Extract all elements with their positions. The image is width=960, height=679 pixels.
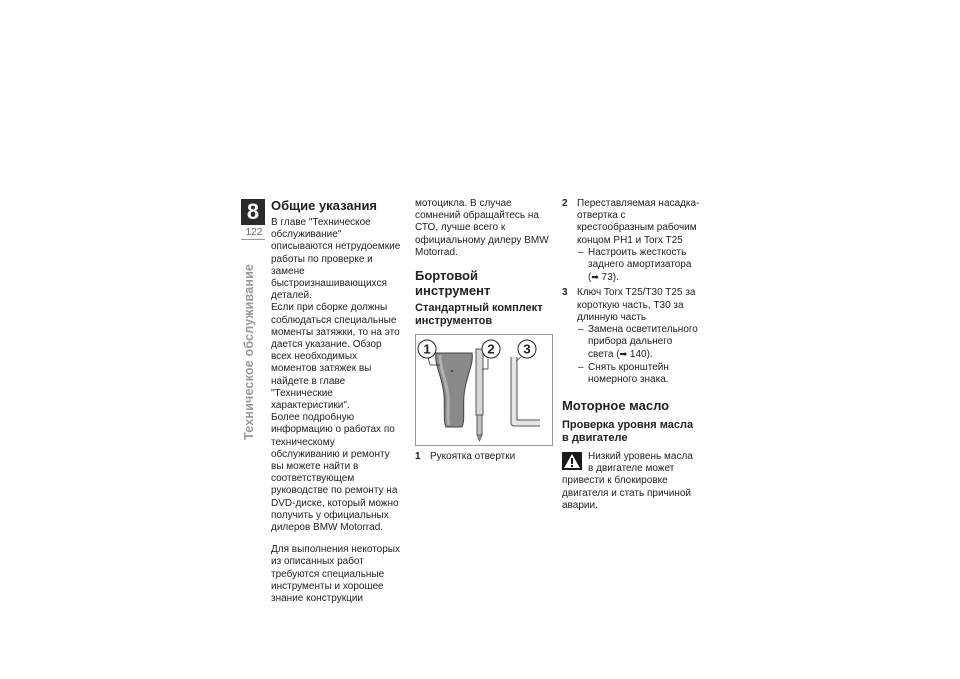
tool-item-2	[562, 198, 700, 247]
tool-item-3-usage-1-text: Замена осветительного прибора дальнего света	[588, 324, 698, 361]
paragraph-intro: В главе "Техническое обслуживание" описываются нетрудоемкие работы по проверке и замене быстроизнашивающихся деталей.	[271, 217, 401, 302]
figure-label-2: 2	[487, 341, 495, 357]
dash-marker: –	[578, 246, 584, 258]
page-ref-arrow-icon: ➡	[619, 349, 628, 360]
page-ref-73[interactable]: 73	[601, 272, 613, 284]
tool-item-3-usage-2-text: Снять кронштейн номерного знака.	[588, 361, 669, 385]
toolkit-illustration	[416, 335, 552, 445]
subheading-oil-level-check: Проверка уровня масла в двигателе	[562, 419, 694, 445]
tool-item-3-number: 3	[562, 287, 568, 299]
warning-text: Низкий уровень масла в двигателе может привести к блокировке двигателя и стать причиной аварии.	[562, 451, 693, 511]
heading-general-notes: Общие указания	[271, 198, 378, 213]
column-2	[415, 198, 553, 463]
tool-item-3-usage-2	[578, 362, 700, 386]
dash-marker: –	[578, 361, 584, 373]
subheading-standard-toolkit: Стандартный комплект инструментов	[415, 302, 543, 328]
paragraph-continuation: мотоцикла. В случае сомнений обращайтесь на СТО, лучше всего к официальному дилеру BMW Motorrad.	[415, 198, 549, 258]
tool-item-2-text: Переставляемая насадка-отвертка с крестообразным рабочим концом PH1 и Torx T25	[577, 198, 700, 246]
warning-block	[562, 451, 700, 512]
tool-item-1	[415, 451, 553, 463]
sidebar-divider	[241, 239, 265, 240]
tool-item-1-text: Рукоятка отвертки	[430, 451, 516, 463]
heading-engine-oil: Моторное масло	[562, 398, 670, 414]
dash-marker: –	[578, 324, 584, 336]
paragraph-torque: Если при сборке должны соблюдаться специальные моменты затяжки, то на это дается указание. Обзор всех необходимых моментов затяжек вы найдете в главе "Технические характеристики".	[271, 302, 400, 412]
toolkit-figure	[415, 334, 553, 446]
tool-item-3	[562, 287, 700, 324]
page-ref-arrow-icon: ➡	[591, 272, 599, 283]
sidebar-chapter-title: Техническое обслуживание	[242, 263, 256, 440]
page-ref-140[interactable]: 140	[629, 349, 647, 361]
chapter-number-badge: 8	[241, 199, 265, 225]
tool-item-1-number: 1	[415, 451, 421, 463]
column-1	[271, 198, 404, 605]
figure-label-1: 1	[423, 341, 431, 357]
tool-item-3-text: Ключ Torx T25/T30 T25 за короткую часть, T30 за длинную часть	[577, 287, 696, 323]
tool-item-2-number: 2	[562, 198, 568, 209]
tool-item-3-usage-1: – Замена осветительного прибора дальнего света (➡ 140).	[578, 324, 698, 361]
heading-onboard-tools: Бортовой инструмент	[415, 268, 491, 299]
figure-label-3: 3	[523, 341, 531, 357]
paragraph-special-tools: Для выполнения некоторых из описанных работ требуются специальные инструменты и хорошее знание конструкции	[271, 544, 400, 605]
warning-triangle-icon	[562, 452, 582, 470]
paragraph-more-info: Более подробную информацию о работах по техническому обслуживанию и ремонту вы можете найти в соответствующем руководстве по ремонту на DVD-диске, который можно получить у официальных дилеров BMW Motorrad.	[271, 412, 399, 534]
tool-item-2-usage-text: Настроить жесткость заднего амортизатора	[588, 246, 692, 271]
tool-item-2-usage: – Настроить жесткость заднего амортизатора (➡ 73).	[578, 246, 692, 284]
column-3	[562, 198, 700, 512]
page-number: 122	[245, 227, 263, 238]
